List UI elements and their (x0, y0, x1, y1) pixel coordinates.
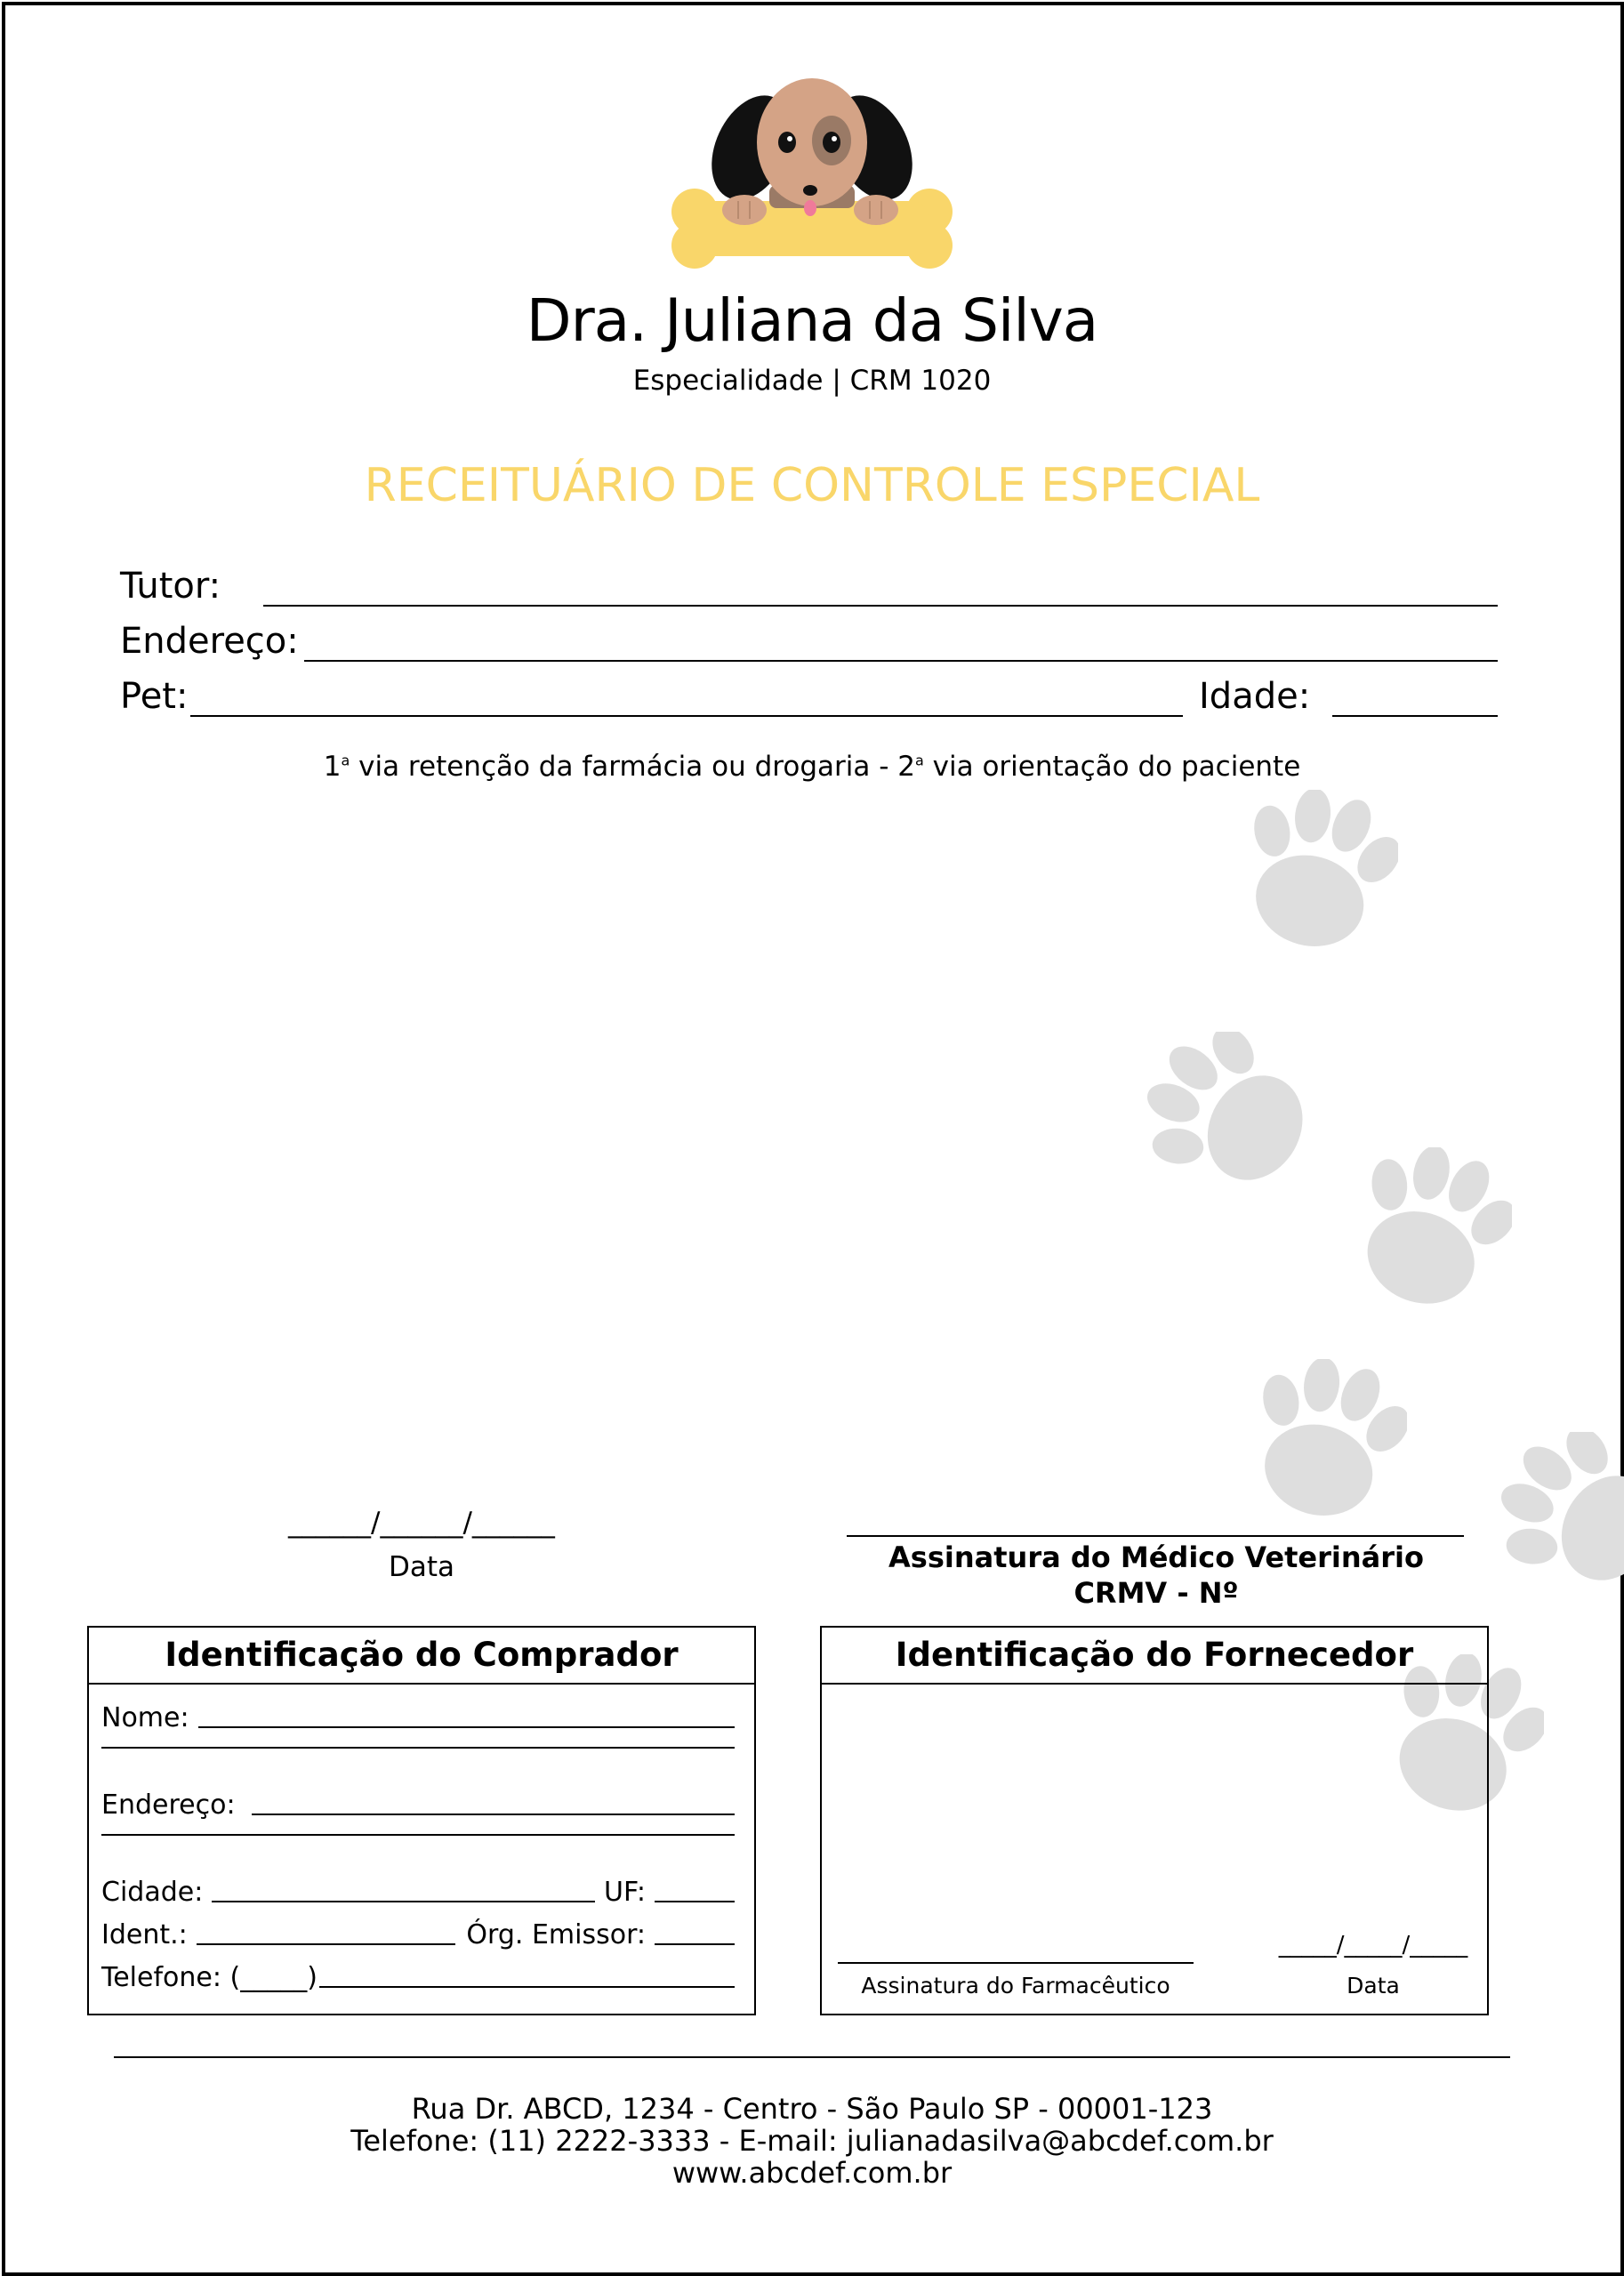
nome-line (198, 1726, 735, 1728)
nome-row (101, 1702, 735, 1733)
cidade-row (101, 1877, 735, 1908)
cidade-line (212, 1901, 595, 1902)
vet-signature-label: Assinatura do Médico Veterinário (888, 1540, 1424, 1574)
idade-line (1332, 715, 1498, 717)
ident-label: Ident.: (101, 1919, 188, 1950)
telefone-line (319, 1986, 735, 1988)
date-placeholder: ______/______/______ (288, 1507, 555, 1539)
doctor-subtitle: Especialidade | CRM 1020 (632, 365, 992, 397)
endereco-label: Endereço: (120, 621, 299, 662)
telefone-label: Telefone: (_____) (101, 1962, 318, 1993)
comprador-box (87, 1626, 756, 2015)
nome-row-2 (101, 1747, 735, 1754)
paw-print-icon (1147, 1032, 1307, 1192)
endereco-line (304, 660, 1498, 662)
comprador-endereco-line (252, 1814, 735, 1815)
footer-website: www.abcdef.com.br (671, 2156, 953, 2190)
nome-line-2 (101, 1747, 735, 1749)
dog-logo-icon (663, 78, 961, 276)
date-label: Data (388, 1551, 455, 1583)
doctor-name: Dra. Juliana da Silva (526, 286, 1098, 355)
endereco-row (101, 1789, 735, 1821)
uf-label: UF: (604, 1877, 646, 1908)
paw-print-icon (1238, 790, 1398, 950)
comprador-title: Identificação do Comprador (89, 1628, 754, 1685)
crmv-label: CRMV - Nº (1073, 1576, 1239, 1610)
paw-print-icon (1247, 1359, 1407, 1519)
telefone-row (101, 1962, 735, 1993)
ident-row (101, 1919, 735, 1950)
paw-print-icon (1352, 1147, 1512, 1307)
vias-note: 1$^a$ via retenção da farmácia ou drogaria - 2$^a$ via orientação do paciente (323, 751, 1301, 783)
page-title: RECEITUÁRIO DE CONTROLE ESPECIAL (364, 459, 1260, 512)
orgao-line (655, 1943, 735, 1945)
paw-print-icon (1501, 1432, 1624, 1592)
tutor-line (263, 605, 1498, 607)
endereco-row-2 (101, 1834, 735, 1841)
tutor-label: Tutor: (120, 566, 221, 607)
comprador-endereco-label: Endereço: (101, 1789, 236, 1821)
vet-signature-line (847, 1535, 1464, 1537)
idade-label: Idade: (1199, 676, 1311, 717)
footer-divider (114, 2056, 1510, 2058)
farmaceutico-signature-line (838, 1962, 1194, 1964)
pet-line (190, 715, 1183, 717)
farmaceutico-label: Assinatura do Farmacêutico (861, 1973, 1170, 1999)
fornecedor-title: Identificação do Fornecedor (822, 1628, 1487, 1685)
footer-contact: Telefone: (11) 2222-3333 - E-mail: julianadasilva@abcdef.com.br (350, 2124, 1274, 2158)
comprador-endereco-line-2 (101, 1834, 735, 1836)
pet-label: Pet: (120, 676, 189, 717)
fornecedor-date-placeholder: _____/_____/_____ (1278, 1932, 1468, 1958)
fornecedor-box (820, 1626, 1489, 2015)
ident-line (197, 1943, 456, 1945)
cidade-label: Cidade: (101, 1877, 204, 1908)
uf-line (655, 1901, 735, 1902)
fornecedor-date-label: Data (1347, 1973, 1400, 1999)
nome-label: Nome: (101, 1702, 189, 1733)
footer-address: Rua Dr. ABCD, 1234 - Centro - São Paulo SP - 00001-123 (411, 2092, 1213, 2126)
orgao-label: Órg. Emissor: (466, 1919, 646, 1950)
